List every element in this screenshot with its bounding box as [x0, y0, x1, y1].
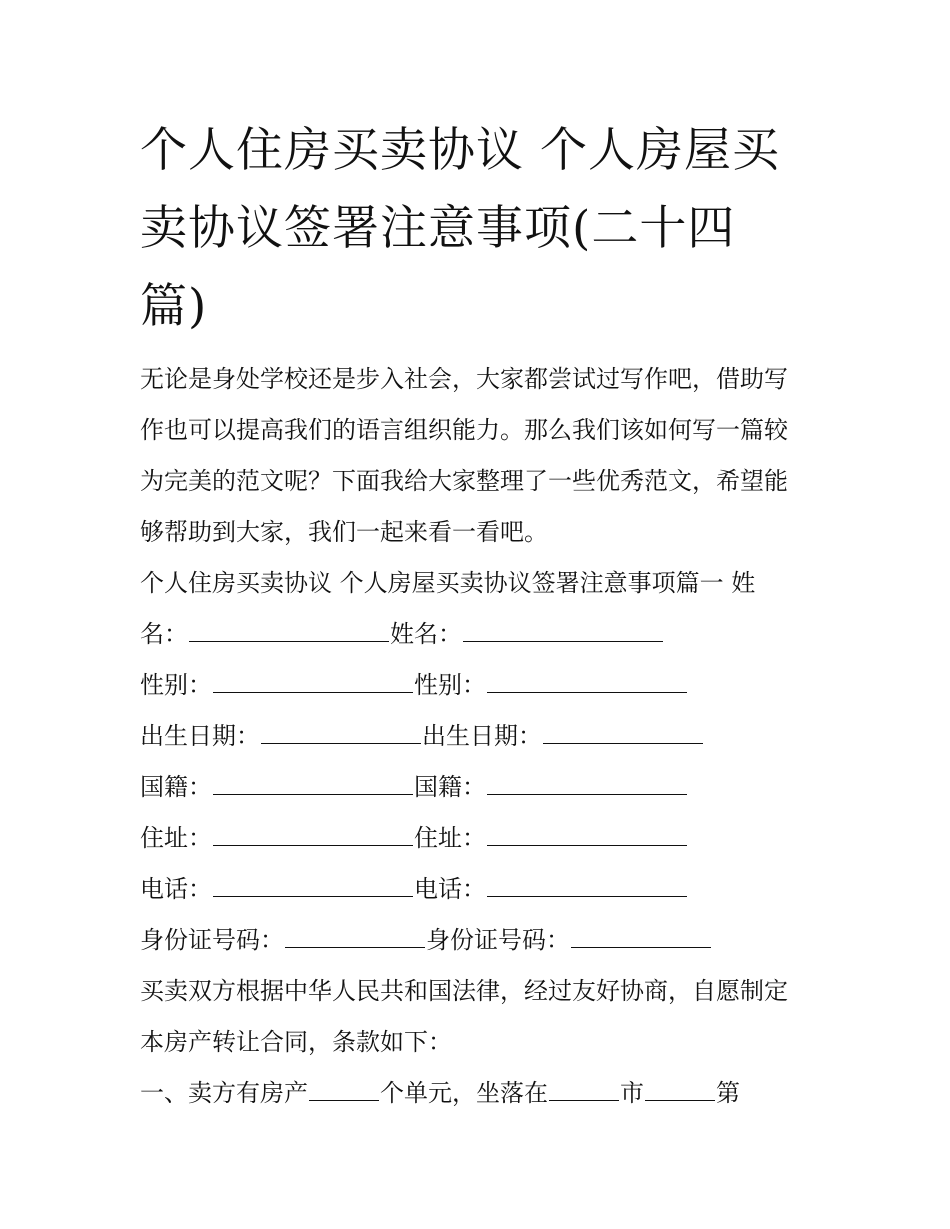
- nationality-row: [140, 762, 820, 813]
- seller-gender-label: 性别：: [140, 671, 212, 699]
- birth-row: [140, 711, 820, 762]
- buyer-address-blank: [487, 844, 687, 846]
- clause-one-row: [140, 1068, 820, 1119]
- buyer-id-blank: [571, 946, 711, 948]
- buyer-address-label: 住址：: [414, 824, 486, 852]
- name-row: [140, 609, 820, 660]
- seller-phone-blank: [213, 895, 413, 897]
- agreement-line-2: 本房产转让合同，条款如下：: [140, 1028, 452, 1056]
- buyer-name-blank: [463, 640, 663, 642]
- address-row: [140, 813, 820, 864]
- name-label-cont: 名：: [140, 620, 188, 648]
- buyer-birth-blank: [543, 742, 703, 744]
- seller-name-blank: [189, 640, 389, 642]
- buyer-gender-label: 性别：: [414, 671, 486, 699]
- unit-count-blank: [309, 1099, 379, 1101]
- clause-one-part2: 个单元，坐落在: [380, 1079, 548, 1107]
- intro-line-4: 够帮助到大家，我们一起来看一看吧。: [140, 518, 548, 546]
- title-line-3: 篇): [140, 279, 208, 334]
- seller-phone-label: 电话：: [140, 875, 212, 903]
- buyer-birth-label: 出生日期：: [422, 722, 542, 750]
- buyer-name-label: 姓名：: [390, 620, 462, 648]
- intro-line-3: 为完美的范文呢？下面我给大家整理了一些优秀范文，希望能: [140, 467, 788, 495]
- number-blank: [645, 1099, 715, 1101]
- city-blank: [549, 1099, 619, 1101]
- clause-one-part1: 一、卖方有房产: [140, 1079, 308, 1107]
- seller-address-blank: [213, 844, 413, 846]
- buyer-phone-blank: [487, 895, 687, 897]
- document-body: [140, 354, 820, 1119]
- seller-birth-label: 出生日期：: [140, 722, 260, 750]
- seller-nationality-label: 国籍：: [140, 773, 212, 801]
- buyer-nationality-label: 国籍：: [414, 773, 486, 801]
- buyer-nationality-blank: [487, 793, 687, 795]
- document-title: [140, 112, 820, 346]
- clause-one-part4: 第: [716, 1079, 740, 1107]
- seller-address-label: 住址：: [140, 824, 212, 852]
- agreement-line-1: 买卖双方根据中华人民共和国法律，经过友好协商，自愿制定: [140, 977, 788, 1005]
- seller-id-label: 身份证号码：: [140, 926, 284, 954]
- buyer-gender-blank: [487, 691, 687, 693]
- clause-one-part3: 市: [620, 1079, 644, 1107]
- phone-row: [140, 864, 820, 915]
- intro-line-2: 作也可以提高我们的语言组织能力。那么我们该如何写一篇较: [140, 416, 788, 444]
- title-line-2: 卖协议签署注意事项(二十四: [140, 201, 736, 256]
- seller-id-blank: [285, 946, 425, 948]
- title-line-1: 个人住房买卖协议 个人房屋买: [140, 123, 780, 178]
- seller-gender-blank: [213, 691, 413, 693]
- seller-birth-blank: [261, 742, 421, 744]
- intro-line-1: 无论是身处学校还是步入社会，大家都尝试过写作吧，借助写: [140, 365, 788, 393]
- seller-nationality-blank: [213, 793, 413, 795]
- section-heading: 个人住房买卖协议 个人房屋买卖协议签署注意事项篇一 姓: [140, 569, 756, 597]
- buyer-id-label: 身份证号码：: [426, 926, 570, 954]
- id-row: [140, 915, 820, 966]
- buyer-phone-label: 电话：: [414, 875, 486, 903]
- gender-row: [140, 660, 820, 711]
